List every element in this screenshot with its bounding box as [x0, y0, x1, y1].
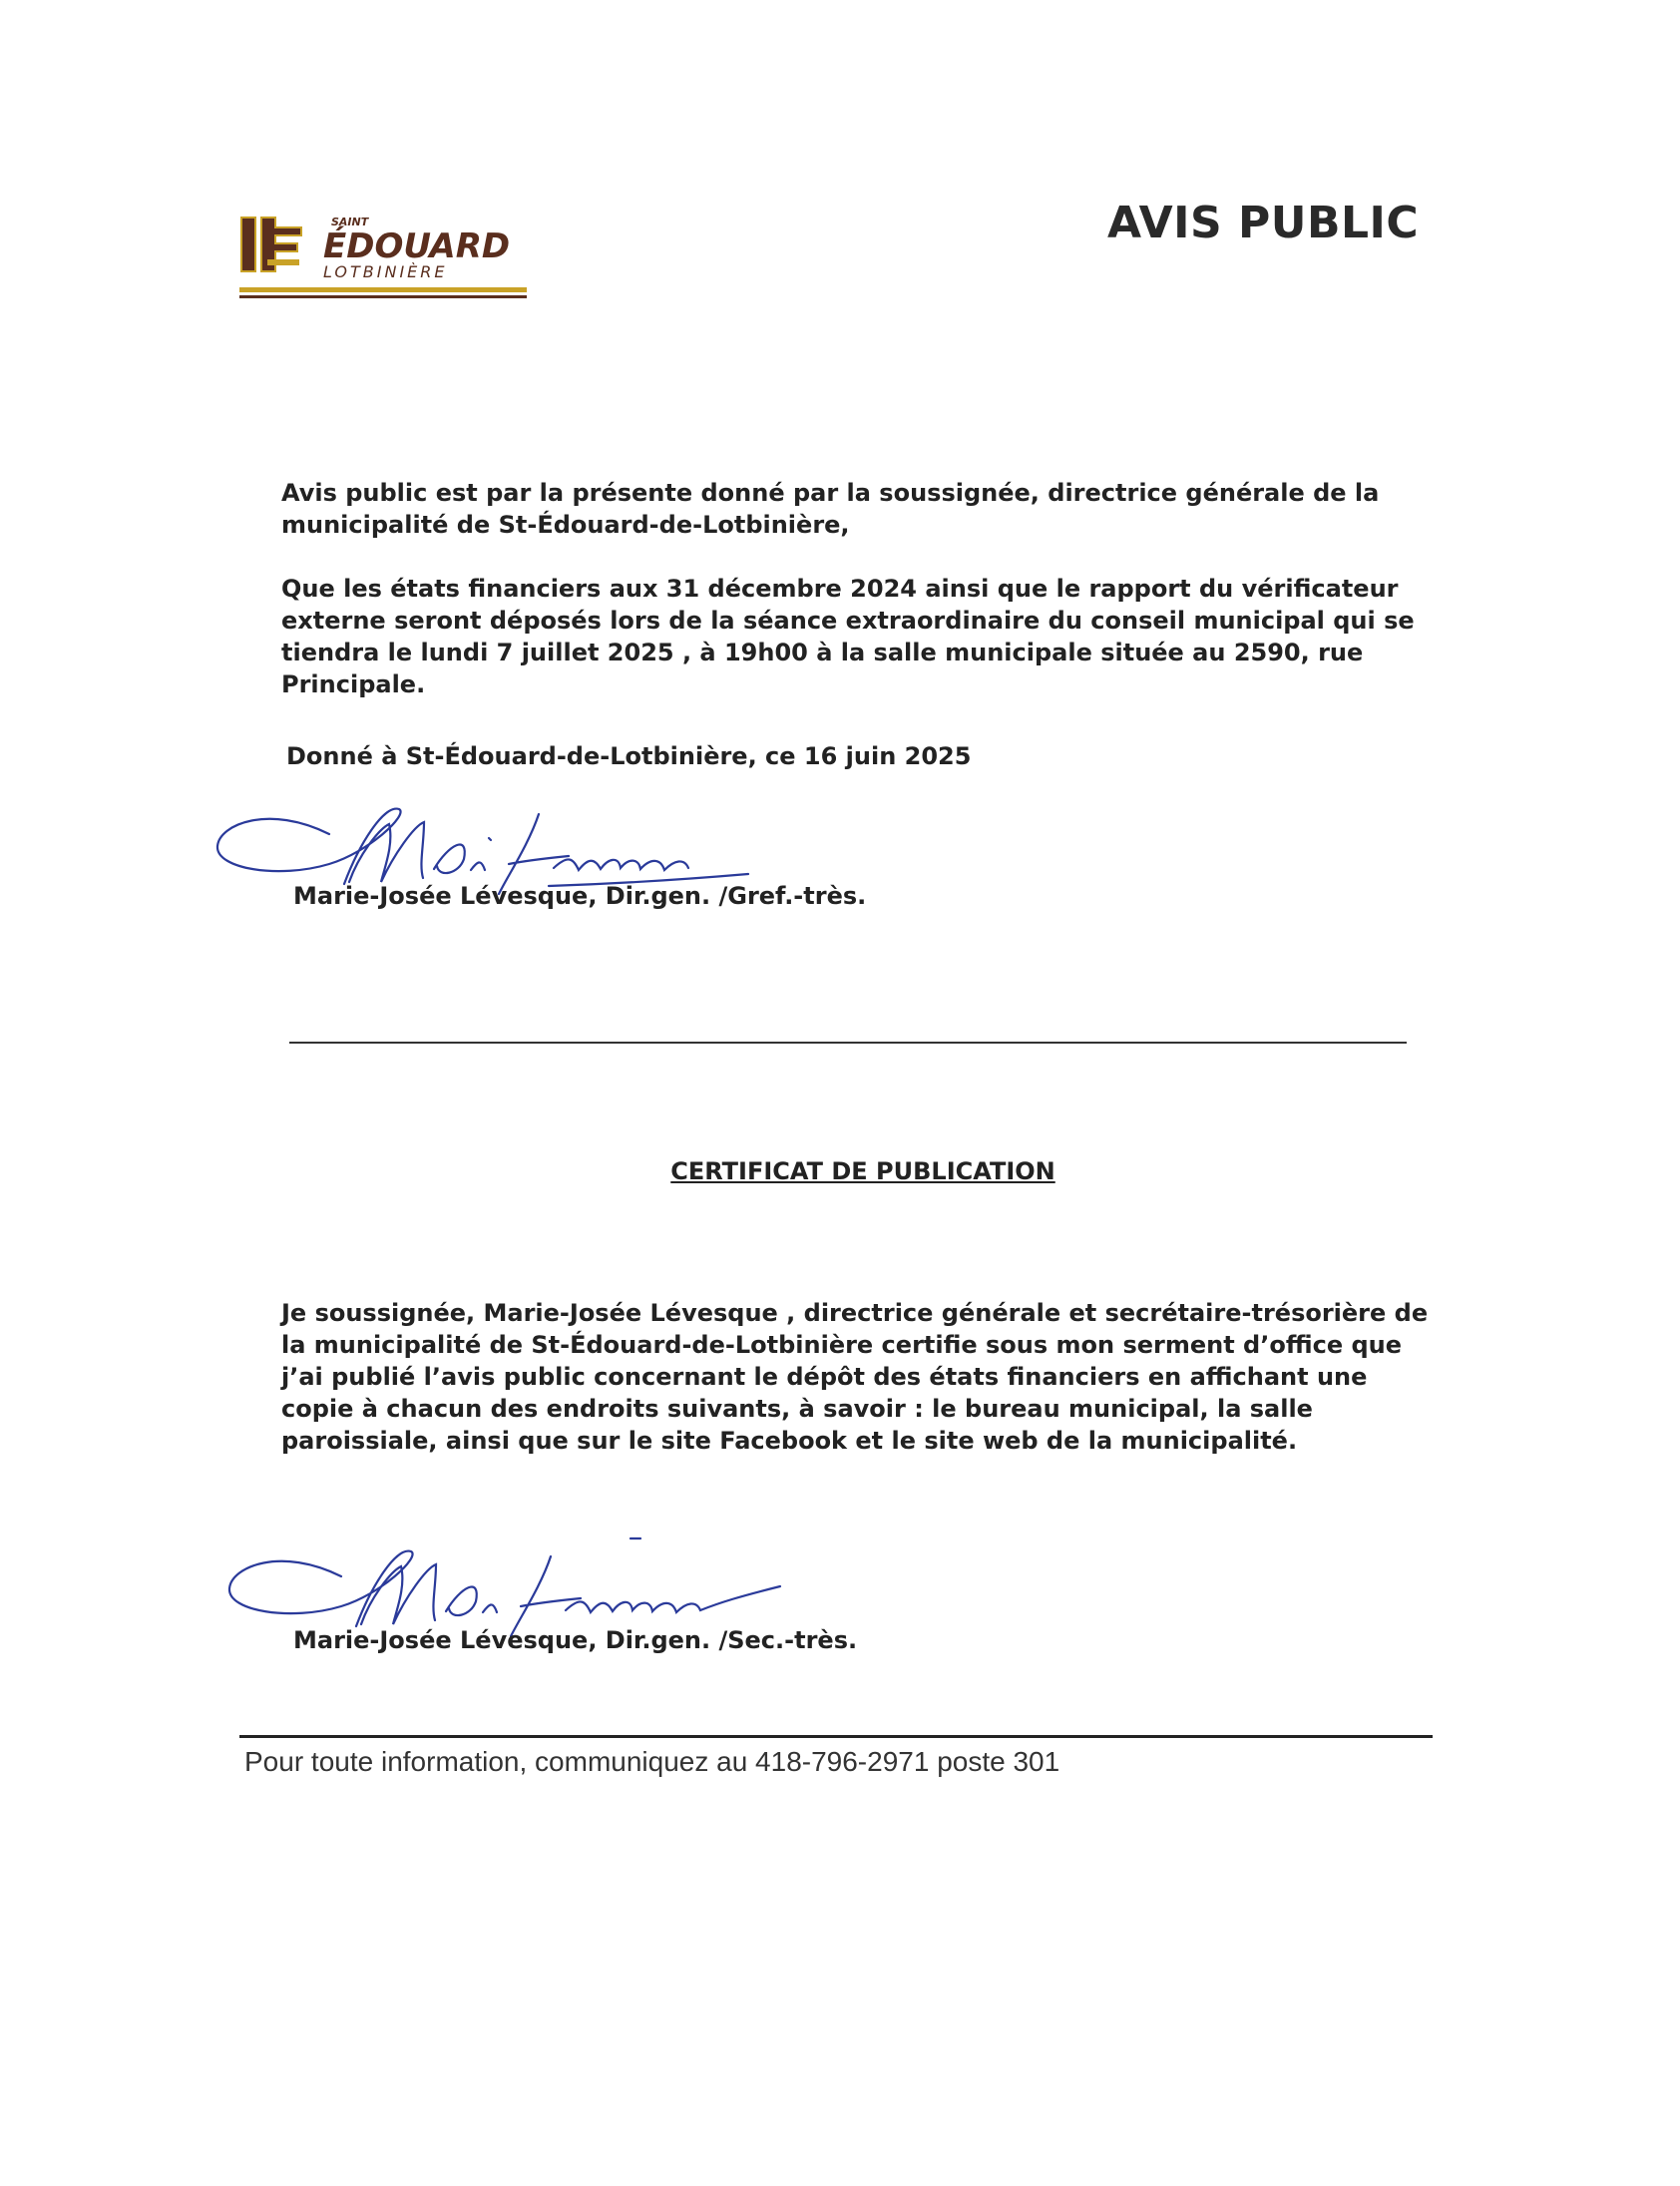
footer-divider	[239, 1735, 1433, 1738]
footer-contact-info: Pour toute information, communiquez au 418-796-2971 poste 301	[244, 1746, 1060, 1777]
certificate-heading: CERTIFICAT DE PUBLICATION	[670, 1157, 1055, 1185]
notice-signer-name: Marie-Josée Lévesque, Dir.gen. /Gref.-très.	[293, 882, 867, 910]
certificate-body-paragraph: Je soussignée, Marie-Josée Lévesque , directrice générale et secrétaire-trésorière de la municipalité de St-Édouard-de-Lotbinière certifie sous mon serment d’office que j’ai publié l’avis public concernant le dépôt des états financiers en affichant une copie à chacun des endroits suivants, à savoir : le bureau municipal, la salle paroissiale, ainsi que sur le site Facebook et le site web de la municipalité.	[281, 1299, 1429, 1455]
notice-body-paragraph: Que les états financiers aux 31 décembre 2024 ainsi que le rapport du vérificateur externe seront déposés lors de la séance extraordinaire du conseil municipal qui se tiendra le lundi 7 juillet 2025 , à 19h00 à la salle municipale située au 2590, rue Principale.	[281, 575, 1415, 698]
municipality-logo	[239, 212, 539, 311]
svg-text:ÉDOUARD: ÉDOUARD	[323, 226, 511, 266]
saint-edouard-logo-graphic	[239, 212, 539, 311]
certificate-signer-name: Marie-Josée Lévesque, Dir.gen. /Sec.-très.	[293, 1626, 858, 1654]
svg-text:LOTBINIÈRE: LOTBINIÈRE	[323, 262, 448, 281]
section-divider	[289, 1042, 1407, 1044]
page-title: AVIS PUBLIC	[1107, 198, 1420, 248]
notice-intro-paragraph: Avis public est par la présente donné par la soussignée, directrice générale de la municipalité de St-Édouard-de-Lotbinière,	[281, 479, 1380, 539]
svg-text:SAINT: SAINT	[331, 216, 369, 228]
notice-given-line: Donné à St-Édouard-de-Lotbinière, ce 16 juin 2025	[286, 742, 972, 770]
